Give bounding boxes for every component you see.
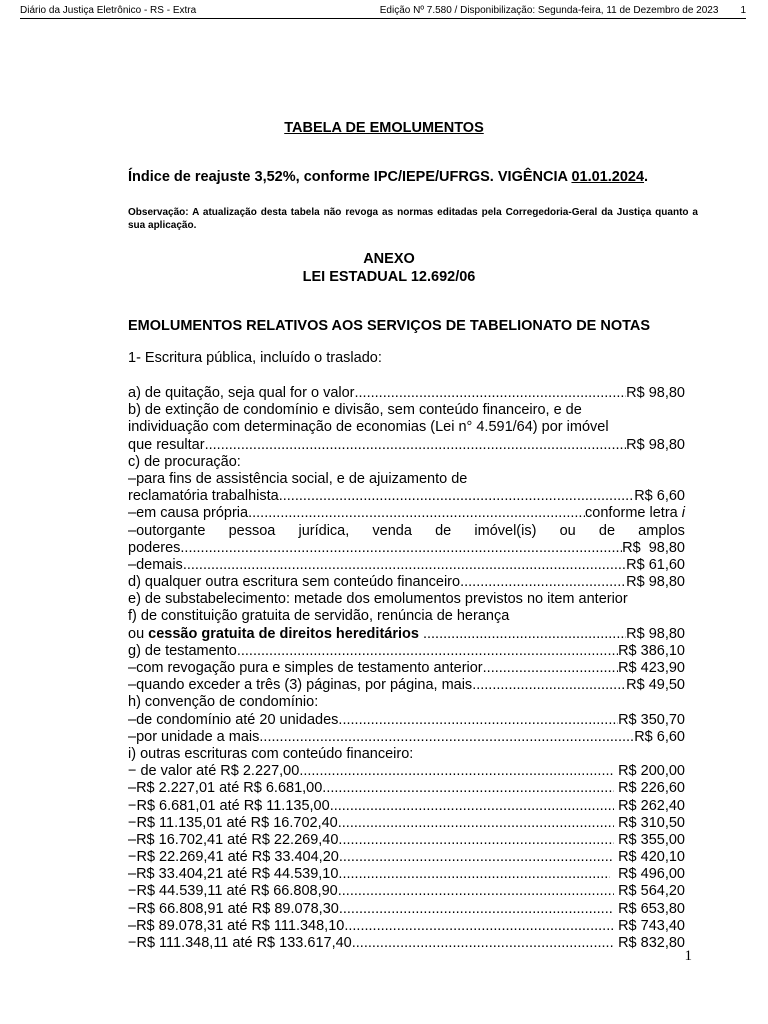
value-range-row: [128, 918, 685, 935]
range-desc: −R$ 44.539,11 até R$ 66.808,90: [128, 883, 338, 900]
range-desc: −R$ 11.135,01 até R$ 16.702,40: [128, 814, 338, 831]
range-desc: –R$ 33.404,21 até R$ 44.539,10: [128, 866, 339, 883]
fee-amount: R$ 98,80: [626, 574, 685, 591]
observation: Observação: A atualização desta tabela não revoga as normas editadas pela Corregedoria-Geral da Justiça quanto a sua aplicação.: [128, 207, 698, 231]
fee-line-a: [128, 385, 685, 402]
fee-amount: R$ 98,80: [626, 625, 685, 642]
word: jurídica,: [298, 522, 350, 539]
page-title: TABELA DE EMOLUMENTOS: [284, 120, 484, 136]
word: de: [598, 522, 616, 539]
value-range-row: [128, 849, 685, 866]
fee-line-c2: [128, 505, 685, 522]
fee-desc: –por unidade a mais: [128, 728, 260, 745]
fee-line-h2: [128, 729, 685, 746]
fee-line-g2: [128, 677, 685, 694]
fee-amount: R$ 98,80: [626, 385, 685, 401]
word: imóvel(is): [474, 522, 537, 539]
fee-line-d: [128, 574, 685, 591]
fee-desc: g) de testamento: [128, 642, 237, 659]
range-amount: R$ 262,40: [614, 797, 685, 814]
fee-list: [128, 385, 685, 952]
value-range-list: [128, 763, 685, 952]
range-amount: R$ 226,60: [614, 780, 685, 797]
fee-amount: R$ 6,60: [634, 728, 685, 745]
word: –outorgante: [128, 522, 206, 539]
fee-line-g: [128, 643, 685, 660]
range-desc: −R$ 6.681,01 até R$ 11.135,00: [128, 797, 330, 814]
fee-line-f2: [128, 626, 685, 643]
word: amplos: [638, 522, 685, 539]
fee-line-c3b: [128, 540, 685, 557]
section-title: EMOLUMENTOS RELATIVOS AOS SERVIÇOS DE TABELIONATO DE NOTAS: [128, 318, 651, 334]
value-range-row: [128, 832, 685, 849]
range-desc: −R$ 22.269,41 até R$ 33.404,20: [128, 849, 339, 866]
range-desc: −R$ 111.348,11 até R$ 133.617,40: [128, 935, 352, 951]
range-amount: R$ 355,00: [614, 831, 685, 848]
footer-page-number: 1: [684, 948, 692, 964]
value-range-row: [128, 901, 685, 918]
fee-desc: a) de quitação, seja qual for o valor: [128, 385, 355, 401]
annex-heading: [0, 250, 768, 286]
word: de: [435, 522, 452, 539]
fee-line-b2: individuação com determinação de economias (Lei n° 4.591/64) por imóvel: [128, 419, 609, 436]
fee-desc: –quando exceder a três (3) páginas, por página, mais: [128, 677, 473, 694]
index-end: .: [644, 169, 649, 185]
fee-line-b3: [128, 437, 685, 454]
fee-amount: R$ 386,10: [618, 642, 685, 659]
range-amount: R$ 310,50: [614, 814, 685, 831]
fee-line-h1: [128, 712, 685, 729]
header-page-number: 1: [740, 5, 746, 16]
range-amount: R$ 832,80: [614, 935, 685, 951]
edition-text: Edição Nº 7.580 / Disponibilização: Segunda-feira, 11 de Dezembro de 2023: [379, 5, 719, 16]
fee-amount: R$ 98,80: [622, 539, 685, 556]
fee-line-c3a: [128, 523, 685, 540]
fee-amount: R$ 61,60: [626, 556, 685, 573]
value-range-row: [128, 780, 685, 797]
range-desc: –R$ 2.227,01 até R$ 6.681,00: [128, 780, 323, 797]
range-desc: − de valor até R$ 2.227,00: [128, 763, 300, 780]
fee-line-c1b: [128, 488, 685, 505]
index-text: Índice de reajuste 3,52%, conforme IPC/IEPE/UFRGS. VIGÊNCIA: [128, 169, 572, 185]
fee-desc: poderes: [128, 539, 181, 556]
fee-prefix: ou: [128, 625, 149, 642]
value-range-row: [128, 798, 685, 815]
fee-amount: R$ 6,60: [634, 488, 685, 505]
annex-line-2: LEI ESTADUAL 12.692/06: [302, 269, 476, 285]
index-date: 01.01.2024: [571, 169, 645, 185]
fee-desc: –em causa própria: [128, 505, 249, 522]
fee-line-b1: b) de extinção de condomínio e divisão, sem conteúdo financeiro, e de: [128, 402, 582, 419]
word: venda: [372, 522, 412, 539]
fee-amount: R$ 98,80: [626, 436, 685, 453]
value-range-row: [128, 935, 685, 952]
fee-line-i: i) outras escrituras com conteúdo financeiro:: [128, 745, 414, 762]
range-amount: R$ 420,10: [614, 849, 685, 866]
value-range-row: [128, 883, 685, 900]
fee-line-e: e) de substabelecimento: metade dos emolumentos previstos no item anterior: [128, 591, 628, 608]
fee-desc: reclamatória trabalhista: [128, 488, 279, 505]
value-range-row: [128, 815, 685, 832]
annex-line-1: ANEXO: [363, 251, 415, 267]
fee-amount: R$ 350,70: [618, 711, 685, 728]
item-1-heading: 1- Escritura pública, incluído o traslado:: [128, 350, 382, 366]
journal-name: Diário da Justiça Eletrônico - RS - Extra: [20, 5, 197, 16]
range-desc: –R$ 16.702,41 até R$ 22.269,40: [128, 831, 339, 848]
fee-amount: R$ 49,50: [626, 677, 685, 694]
edition-info: [380, 4, 746, 18]
range-amount: R$ 653,80: [614, 900, 685, 917]
range-amount: R$ 496,00: [610, 866, 685, 883]
fee-line-h: h) convenção de condomínio:: [128, 694, 319, 711]
fee-amount: [585, 505, 685, 522]
range-amount: R$ 743,40: [614, 917, 685, 934]
fee-desc: d) qualquer outra escritura sem conteúdo financeiro: [128, 574, 461, 591]
fee-line-f1: f) de constituição gratuita de servidão, renúncia de herança: [128, 608, 510, 625]
range-desc: −R$ 66.808,91 até R$ 89.078,30: [128, 900, 339, 917]
range-amount: R$ 564,20: [614, 883, 685, 900]
fee-desc: –demais: [128, 556, 183, 573]
fee-desc: que resultar: [128, 436, 205, 453]
range-amount: R$ 200,00: [614, 763, 685, 780]
value-range-row: [128, 866, 685, 883]
page-header: [20, 4, 746, 19]
range-desc: –R$ 89.078,31 até R$ 111.348,10: [128, 917, 345, 934]
fee-line-c4: [128, 557, 685, 574]
fee-amount: R$ 423,90: [618, 660, 685, 676]
word: pessoa: [228, 522, 276, 539]
fee-line-c: c) de procuração:: [128, 453, 241, 470]
fee-bold-text: cessão gratuita de direitos hereditários: [148, 625, 419, 642]
fee-desc: [128, 626, 423, 643]
fee-ref-letter: i: [681, 505, 685, 522]
adjustment-index: [128, 169, 648, 185]
fee-line-c1a: –para fins de assistência social, e de ajuizamento de: [128, 470, 468, 487]
fee-desc: –com revogação pura e simples de testamento anterior: [128, 660, 483, 676]
fee-ref-text: conforme letra: [585, 505, 682, 522]
fee-desc: –de condomínio até 20 unidades: [128, 711, 339, 728]
fee-line-g1: [128, 660, 685, 677]
value-range-row: [128, 763, 685, 780]
word: ou: [559, 522, 576, 539]
